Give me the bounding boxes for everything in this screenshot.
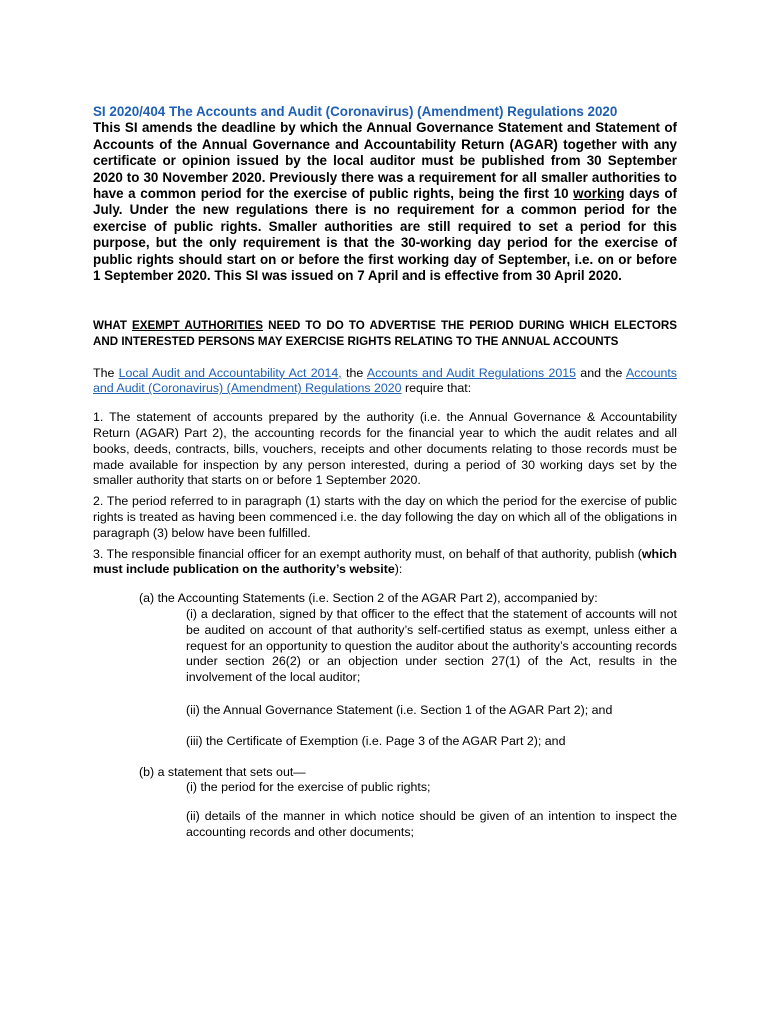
paragraph-1: 1. The statement of accounts prepared by the authority (i.e. the Annual Governance & Accountability Return (AGAR) Part 2), the accounting records for the financial year to which the audit relates and all books, deeds, contracts, bills, vouchers, receipts and other documents relating to those records must be made available for inspection by any person interested, during a period of 30 working days set by the smaller authority that starts on or before 1 September 2020. bbox=[93, 410, 677, 488]
si-body bbox=[93, 120, 677, 284]
intro-paragraph bbox=[93, 366, 677, 398]
item-a-i: (i) a declaration, signed by that officer to the effect that the statement of accounts will not be audited on account of that authority’s self-certified status as exempt, unless either a request for an opportunity to question the auditor about the authority’s accounting records under section 26(2) or an objection under section 27(1) of the Act, results in the involvement of the local auditor; bbox=[186, 607, 677, 685]
intro-suffix: require that: bbox=[405, 381, 472, 396]
si-body-part1: This SI amends the deadline by which the Annual Governance Statement and Statement of Accounts of the Annual Governance and Accountability Return (AGAR) together with any certificate or opinion issued by the local auditor must be published from 30 September 2020 to 30 November 2020. Previously there was a requirement for all smaller authorities to have a common period for the exercise of public rights, being the first 10 bbox=[93, 120, 677, 202]
si-body-underlined: working bbox=[573, 186, 625, 202]
heading-underlined: EXEMPT AUTHORITIES bbox=[132, 319, 263, 333]
document-page bbox=[93, 104, 677, 841]
item-b-label: (b) a statement that sets out— bbox=[139, 764, 306, 779]
item-a-ii: (ii) the Annual Governance Statement (i.e. Section 1 of the AGAR Part 2); and bbox=[186, 703, 613, 717]
paragraph-3-bold: which must include publication on the authority’s website bbox=[93, 546, 677, 577]
paragraph-3-end: ): bbox=[394, 562, 403, 577]
paragraph-3 bbox=[93, 547, 677, 579]
si-body-part2: days of July. Under the new regulations there is no requirement for a common period for the exercise of public rights. Smaller authorities are still required to set a period for this purpose, but the only requirement is that the 30-working day period for the exercise of public rights should start on or before the first working day of September, i.e. on or before 1 September 2020. This SI was issued on 7 April and is effective from 30 April 2020. bbox=[93, 186, 677, 284]
item-b-ii: (ii) details of the manner in which notice should be given of an intention to inspect the accounting records and other documents; bbox=[186, 809, 677, 839]
item-b-i: (i) the period for the exercise of public rights; bbox=[186, 780, 431, 795]
link-accounts-audit-regulations-2015[interactable]: Accounts and Audit Regulations 2015 bbox=[366, 365, 577, 380]
item-a-label: (a) the Accounting Statements (i.e. Section 2 of the AGAR Part 2), accompanied by: bbox=[139, 591, 598, 606]
paragraph-2: 2. The period referred to in paragraph (1) starts with the day on which the period for the exercise of public rights is treated as having been commenced i.e. the day following the day on which all of the obligations in paragraph (3) below have been fulfilled. bbox=[93, 494, 677, 540]
intro-prefix: The bbox=[93, 365, 115, 380]
paragraph-3-text: 3. The responsible financial officer for an exempt authority must, on behalf of that authority, publish ( bbox=[93, 546, 642, 561]
section-heading bbox=[93, 318, 677, 349]
intro-mid1: the bbox=[346, 365, 364, 380]
link-coronavirus-amendment-regulations[interactable]: Accounts and Audit (Coronavirus) (Amendment) Regulations 2020 bbox=[93, 365, 677, 396]
heading-part1: WHAT bbox=[93, 319, 127, 333]
link-local-audit-act[interactable]: Local Audit and Accountability Act 2014, bbox=[118, 365, 342, 380]
item-a-iii: (iii) the Certificate of Exemption (i.e. Page 3 of the AGAR Part 2); and bbox=[186, 733, 566, 748]
si-title: SI 2020/404 The Accounts and Audit (Coronavirus) (Amendment) Regulations 2020 bbox=[93, 104, 618, 119]
heading-part2: NEED TO DO TO ADVERTISE THE PERIOD DURING WHICH ELECTORS AND INTERESTED PERSONS MAY EXERCISE RIGHTS RELATING TO THE ANNUAL ACCOUNTS bbox=[93, 319, 677, 349]
intro-mid2: and the bbox=[580, 365, 623, 380]
